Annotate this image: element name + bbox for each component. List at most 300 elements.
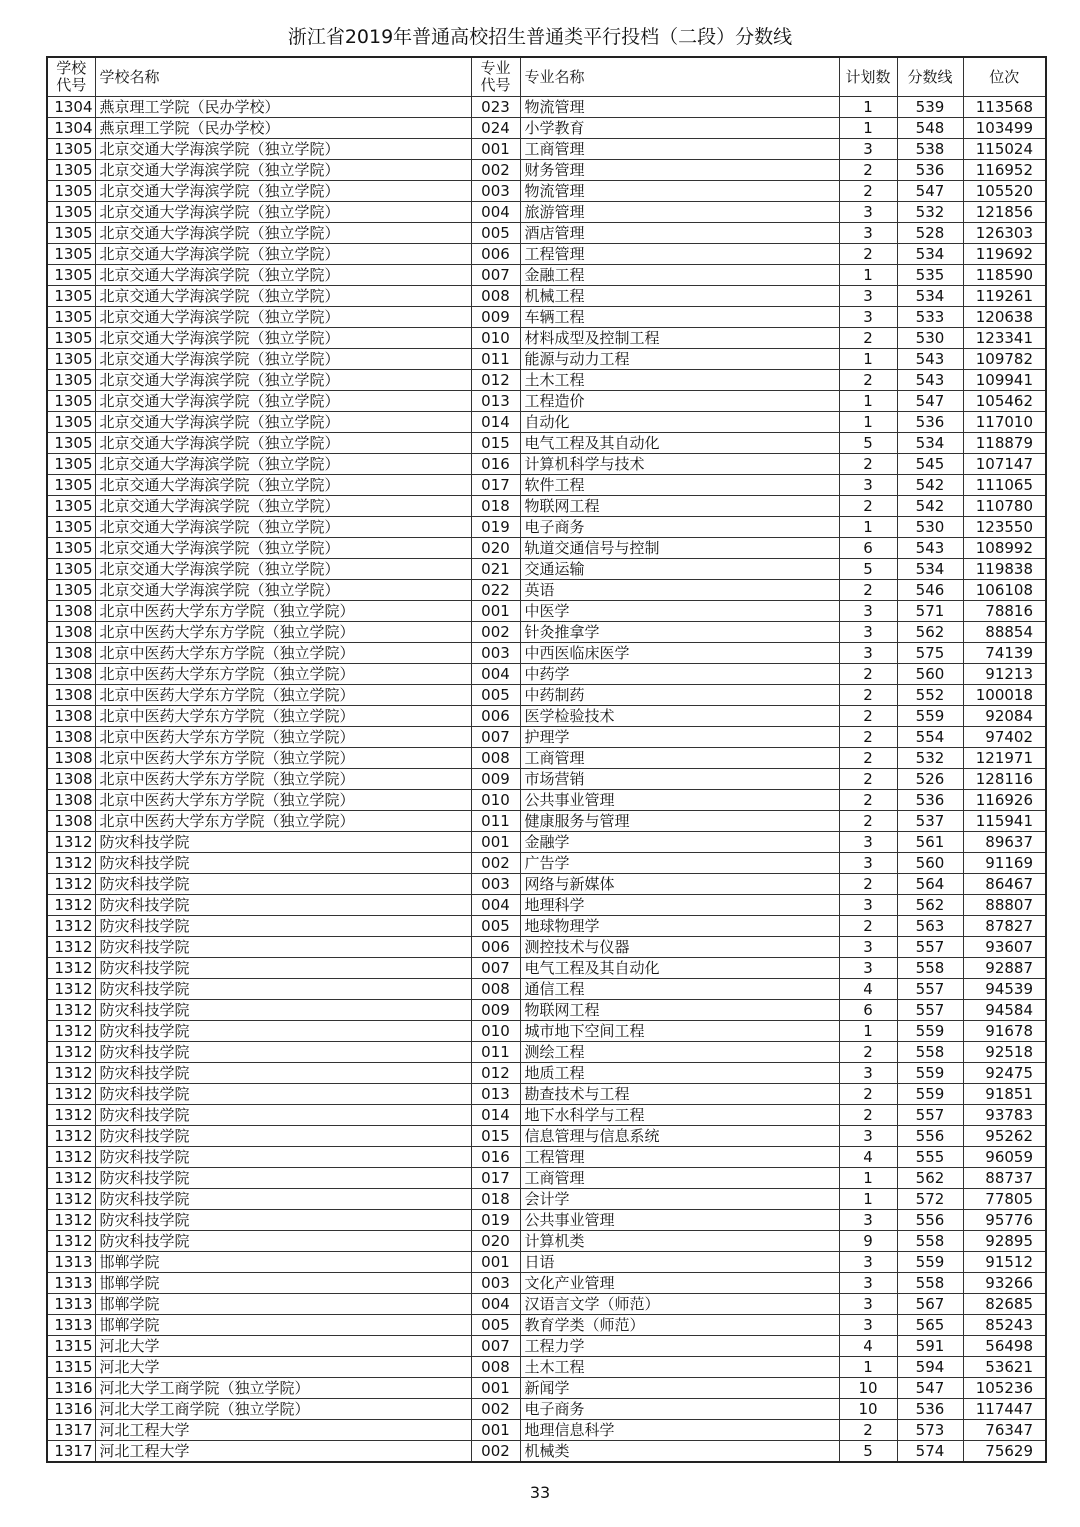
rank-cell: 88737: [963, 1168, 1046, 1189]
major-code-cell: 024: [471, 118, 520, 139]
plan-cell: 4: [839, 979, 897, 1000]
major-code-cell: 020: [471, 538, 520, 559]
school-code-cell: 1305: [47, 391, 95, 412]
major-code-cell: 008: [471, 748, 520, 769]
plan-cell: 3: [839, 202, 897, 223]
school-name-cell: 防灾科技学院: [95, 1231, 471, 1252]
rank-cell: 96059: [963, 1147, 1046, 1168]
rank-cell: 91169: [963, 853, 1046, 874]
score-cell: 534: [897, 244, 963, 265]
table-row: [47, 328, 1046, 349]
plan-cell: 3: [839, 958, 897, 979]
major-code-cell: 002: [471, 622, 520, 643]
school-code-cell: 1312: [47, 937, 95, 958]
major-name-cell: 能源与动力工程: [520, 349, 839, 370]
table-row: [47, 769, 1046, 790]
major-code-cell: 005: [471, 223, 520, 244]
major-name-cell: 英语: [520, 580, 839, 601]
school-name-cell: 防灾科技学院: [95, 1105, 471, 1126]
table-row: [47, 1042, 1046, 1063]
major-code-cell: 008: [471, 979, 520, 1000]
major-name-cell: 物流管理: [520, 97, 839, 118]
school-name-cell: 北京交通大学海滨学院（独立学院）: [95, 517, 471, 538]
major-code-cell: 004: [471, 895, 520, 916]
school-name-cell: 北京交通大学海滨学院（独立学院）: [95, 496, 471, 517]
school-name-cell: 防灾科技学院: [95, 979, 471, 1000]
major-name-cell: 轨道交通信号与控制: [520, 538, 839, 559]
school-name-cell: 河北工程大学: [95, 1420, 471, 1441]
rank-cell: 56498: [963, 1336, 1046, 1357]
table-row: [47, 1441, 1046, 1463]
rank-cell: 128116: [963, 769, 1046, 790]
plan-cell: 2: [839, 454, 897, 475]
table-row: [47, 307, 1046, 328]
table-row: [47, 622, 1046, 643]
school-name-cell: 北京交通大学海滨学院（独立学院）: [95, 307, 471, 328]
plan-cell: 2: [839, 244, 897, 265]
major-code-cell: 016: [471, 454, 520, 475]
major-name-cell: 护理学: [520, 727, 839, 748]
rank-cell: 92475: [963, 1063, 1046, 1084]
school-code-cell: 1312: [47, 1105, 95, 1126]
score-cell: 547: [897, 181, 963, 202]
plan-cell: 2: [839, 1084, 897, 1105]
school-name-cell: 北京交通大学海滨学院（独立学院）: [95, 370, 471, 391]
table-row: [47, 811, 1046, 832]
major-name-cell: 旅游管理: [520, 202, 839, 223]
rank-cell: 115024: [963, 139, 1046, 160]
page-title: 浙江省2019年普通高校招生普通类平行投档（二段）分数线: [287, 26, 793, 48]
school-name-cell: 邯郸学院: [95, 1273, 471, 1294]
score-cell: 560: [897, 853, 963, 874]
school-code-cell: 1305: [47, 538, 95, 559]
score-cell: 558: [897, 1273, 963, 1294]
rank-cell: 111065: [963, 475, 1046, 496]
rank-cell: 117010: [963, 412, 1046, 433]
school-code-cell: 1316: [47, 1378, 95, 1399]
score-cell: 567: [897, 1294, 963, 1315]
major-name-cell: 工程管理: [520, 244, 839, 265]
rank-cell: 85243: [963, 1315, 1046, 1336]
school-name-cell: 防灾科技学院: [95, 1126, 471, 1147]
score-cell: 556: [897, 1126, 963, 1147]
school-name-cell: 邯郸学院: [95, 1315, 471, 1336]
score-cell: 555: [897, 1147, 963, 1168]
school-name-cell: 北京交通大学海滨学院（独立学院）: [95, 160, 471, 181]
major-code-cell: 019: [471, 517, 520, 538]
major-name-cell: 健康服务与管理: [520, 811, 839, 832]
plan-cell: 2: [839, 790, 897, 811]
table-row: [47, 748, 1046, 769]
table-row: [47, 601, 1046, 622]
rank-cell: 75629: [963, 1441, 1046, 1463]
rank-cell: 119692: [963, 244, 1046, 265]
table-row: [47, 1084, 1046, 1105]
school-name-cell: 北京中医药大学东方学院（独立学院）: [95, 727, 471, 748]
score-cell: 532: [897, 202, 963, 223]
header-score: 分数线: [897, 57, 963, 97]
school-code-cell: 1305: [47, 139, 95, 160]
plan-cell: 2: [839, 1420, 897, 1441]
major-code-cell: 002: [471, 1441, 520, 1463]
major-name-cell: 计算机类: [520, 1231, 839, 1252]
school-code-cell: 1308: [47, 790, 95, 811]
school-code-cell: 1313: [47, 1294, 95, 1315]
table-row: [47, 412, 1046, 433]
school-name-cell: 北京交通大学海滨学院（独立学院）: [95, 475, 471, 496]
table-row: [47, 370, 1046, 391]
major-name-cell: 交通运输: [520, 559, 839, 580]
table-row: [47, 958, 1046, 979]
school-name-cell: 北京中医药大学东方学院（独立学院）: [95, 643, 471, 664]
major-name-cell: 地球物理学: [520, 916, 839, 937]
school-name-cell: 防灾科技学院: [95, 1084, 471, 1105]
score-cell: 557: [897, 1105, 963, 1126]
school-name-cell: 北京交通大学海滨学院（独立学院）: [95, 412, 471, 433]
plan-cell: 3: [839, 139, 897, 160]
major-code-cell: 005: [471, 685, 520, 706]
major-code-cell: 019: [471, 1210, 520, 1231]
score-cell: 557: [897, 937, 963, 958]
score-cell: 528: [897, 223, 963, 244]
major-name-cell: 物联网工程: [520, 1000, 839, 1021]
score-cell: 563: [897, 916, 963, 937]
plan-cell: 3: [839, 1294, 897, 1315]
plan-cell: 1: [839, 118, 897, 139]
plan-cell: 3: [839, 601, 897, 622]
school-name-cell: 防灾科技学院: [95, 1021, 471, 1042]
table-row: [47, 1420, 1046, 1441]
major-code-cell: 008: [471, 286, 520, 307]
score-cell: 546: [897, 580, 963, 601]
score-cell: 543: [897, 538, 963, 559]
table-header-row: [47, 57, 1046, 97]
table-row: [47, 1378, 1046, 1399]
major-name-cell: 测控技术与仪器: [520, 937, 839, 958]
school-code-cell: 1305: [47, 370, 95, 391]
major-code-cell: 011: [471, 349, 520, 370]
major-name-cell: 计算机科学与技术: [520, 454, 839, 475]
table-row: [47, 685, 1046, 706]
score-cell: 552: [897, 685, 963, 706]
rank-cell: 91213: [963, 664, 1046, 685]
table-row: [47, 1210, 1046, 1231]
header-rank: 位次: [963, 57, 1046, 97]
major-name-cell: 地理信息科学: [520, 1420, 839, 1441]
major-name-cell: 电气工程及其自动化: [520, 433, 839, 454]
school-code-cell: 1315: [47, 1357, 95, 1378]
rank-cell: 121971: [963, 748, 1046, 769]
plan-cell: 3: [839, 832, 897, 853]
major-name-cell: 机械工程: [520, 286, 839, 307]
school-name-cell: 北京交通大学海滨学院（独立学院）: [95, 223, 471, 244]
school-name-cell: 邯郸学院: [95, 1294, 471, 1315]
score-cell: 542: [897, 475, 963, 496]
score-cell: 535: [897, 265, 963, 286]
score-cell: 536: [897, 790, 963, 811]
plan-cell: 1: [839, 517, 897, 538]
major-code-cell: 010: [471, 790, 520, 811]
score-cell: 574: [897, 1441, 963, 1463]
major-name-cell: 小学教育: [520, 118, 839, 139]
major-code-cell: 015: [471, 1126, 520, 1147]
major-name-cell: 电子商务: [520, 517, 839, 538]
plan-cell: 3: [839, 307, 897, 328]
school-name-cell: 防灾科技学院: [95, 1000, 471, 1021]
header-plan: 计划数: [839, 57, 897, 97]
rank-cell: 118590: [963, 265, 1046, 286]
school-name-cell: 北京交通大学海滨学院（独立学院）: [95, 538, 471, 559]
plan-cell: 5: [839, 559, 897, 580]
table-row: [47, 538, 1046, 559]
school-code-cell: 1305: [47, 454, 95, 475]
rank-cell: 86467: [963, 874, 1046, 895]
major-name-cell: 车辆工程: [520, 307, 839, 328]
plan-cell: 3: [839, 937, 897, 958]
major-name-cell: 工商管理: [520, 1168, 839, 1189]
plan-cell: 2: [839, 685, 897, 706]
school-code-cell: 1308: [47, 727, 95, 748]
score-cell: 560: [897, 664, 963, 685]
table-row: [47, 559, 1046, 580]
school-name-cell: 北京中医药大学东方学院（独立学院）: [95, 790, 471, 811]
plan-cell: 1: [839, 349, 897, 370]
major-code-cell: 004: [471, 202, 520, 223]
major-code-cell: 011: [471, 1042, 520, 1063]
plan-cell: 3: [839, 1126, 897, 1147]
table-row: [47, 1252, 1046, 1273]
major-code-cell: 005: [471, 916, 520, 937]
plan-cell: 5: [839, 1441, 897, 1463]
plan-cell: 3: [839, 223, 897, 244]
table-row: [47, 1294, 1046, 1315]
table-row: [47, 1273, 1046, 1294]
school-code-cell: 1313: [47, 1315, 95, 1336]
score-cell: 548: [897, 118, 963, 139]
rank-cell: 107147: [963, 454, 1046, 475]
major-name-cell: 中医学: [520, 601, 839, 622]
score-cell: 572: [897, 1189, 963, 1210]
school-code-cell: 1312: [47, 1168, 95, 1189]
plan-cell: 3: [839, 1252, 897, 1273]
score-table: [46, 56, 1047, 1463]
table-row: [47, 1126, 1046, 1147]
major-code-cell: 009: [471, 769, 520, 790]
major-code-cell: 023: [471, 97, 520, 118]
rank-cell: 123550: [963, 517, 1046, 538]
rank-cell: 91678: [963, 1021, 1046, 1042]
school-code-cell: 1313: [47, 1252, 95, 1273]
major-name-cell: 公共事业管理: [520, 790, 839, 811]
rank-cell: 109941: [963, 370, 1046, 391]
school-code-cell: 1312: [47, 832, 95, 853]
major-name-cell: 新闻学: [520, 1378, 839, 1399]
table-row: [47, 181, 1046, 202]
plan-cell: 2: [839, 1105, 897, 1126]
major-name-cell: 中西医临床医学: [520, 643, 839, 664]
table-row: [47, 1063, 1046, 1084]
school-name-cell: 北京中医药大学东方学院（独立学院）: [95, 601, 471, 622]
rank-cell: 89637: [963, 832, 1046, 853]
school-code-cell: 1305: [47, 244, 95, 265]
school-code-cell: 1313: [47, 1273, 95, 1294]
school-code-cell: 1308: [47, 706, 95, 727]
page-number: 33: [529, 1483, 551, 1502]
school-name-cell: 北京交通大学海滨学院（独立学院）: [95, 580, 471, 601]
major-name-cell: 会计学: [520, 1189, 839, 1210]
score-cell: 547: [897, 391, 963, 412]
major-code-cell: 003: [471, 1273, 520, 1294]
header-school-name: 学校名称: [95, 57, 471, 97]
school-code-cell: 1312: [47, 979, 95, 1000]
school-code-cell: 1304: [47, 97, 95, 118]
school-code-cell: 1305: [47, 517, 95, 538]
school-code-cell: 1308: [47, 685, 95, 706]
score-cell: 538: [897, 139, 963, 160]
major-name-cell: 市场营销: [520, 769, 839, 790]
school-code-cell: 1312: [47, 1000, 95, 1021]
school-code-cell: 1305: [47, 559, 95, 580]
rank-cell: 106108: [963, 580, 1046, 601]
major-code-cell: 010: [471, 1021, 520, 1042]
major-name-cell: 教育学类（师范）: [520, 1315, 839, 1336]
rank-cell: 78816: [963, 601, 1046, 622]
school-name-cell: 防灾科技学院: [95, 853, 471, 874]
major-code-cell: 022: [471, 580, 520, 601]
table-row: [47, 517, 1046, 538]
score-cell: 575: [897, 643, 963, 664]
major-name-cell: 针灸推拿学: [520, 622, 839, 643]
score-cell: 565: [897, 1315, 963, 1336]
major-name-cell: 自动化: [520, 412, 839, 433]
table-row: [47, 1336, 1046, 1357]
school-name-cell: 北京交通大学海滨学院（独立学院）: [95, 139, 471, 160]
plan-cell: 3: [839, 622, 897, 643]
rank-cell: 91512: [963, 1252, 1046, 1273]
rank-cell: 92887: [963, 958, 1046, 979]
major-code-cell: 003: [471, 643, 520, 664]
major-code-cell: 012: [471, 1063, 520, 1084]
school-name-cell: 北京交通大学海滨学院（独立学院）: [95, 181, 471, 202]
major-code-cell: 006: [471, 706, 520, 727]
rank-cell: 118879: [963, 433, 1046, 454]
school-name-cell: 防灾科技学院: [95, 1168, 471, 1189]
score-cell: 594: [897, 1357, 963, 1378]
school-name-cell: 北京交通大学海滨学院（独立学院）: [95, 244, 471, 265]
table-row: [47, 790, 1046, 811]
school-code-cell: 1305: [47, 412, 95, 433]
table-row: [47, 475, 1046, 496]
score-cell: 536: [897, 412, 963, 433]
major-name-cell: 勘查技术与工程: [520, 1084, 839, 1105]
score-cell: 532: [897, 748, 963, 769]
school-code-cell: 1312: [47, 1042, 95, 1063]
school-code-cell: 1308: [47, 664, 95, 685]
school-code-cell: 1305: [47, 475, 95, 496]
major-name-cell: 文化产业管理: [520, 1273, 839, 1294]
school-name-cell: 河北大学: [95, 1357, 471, 1378]
school-name-cell: 防灾科技学院: [95, 1042, 471, 1063]
major-code-cell: 017: [471, 1168, 520, 1189]
rank-cell: 77805: [963, 1189, 1046, 1210]
rank-cell: 93607: [963, 937, 1046, 958]
rank-cell: 88854: [963, 622, 1046, 643]
school-code-cell: 1305: [47, 181, 95, 202]
major-name-cell: 地理科学: [520, 895, 839, 916]
major-name-cell: 金融学: [520, 832, 839, 853]
major-name-cell: 城市地下空间工程: [520, 1021, 839, 1042]
plan-cell: 3: [839, 1315, 897, 1336]
major-code-cell: 004: [471, 1294, 520, 1315]
plan-cell: 1: [839, 265, 897, 286]
score-cell: 554: [897, 727, 963, 748]
plan-cell: 3: [839, 1063, 897, 1084]
school-name-cell: 北京中医药大学东方学院（独立学院）: [95, 706, 471, 727]
table-row: [47, 895, 1046, 916]
table-row: [47, 244, 1046, 265]
rank-cell: 95262: [963, 1126, 1046, 1147]
rank-cell: 120638: [963, 307, 1046, 328]
rank-cell: 116926: [963, 790, 1046, 811]
school-name-cell: 防灾科技学院: [95, 937, 471, 958]
score-cell: 536: [897, 160, 963, 181]
rank-cell: 94584: [963, 1000, 1046, 1021]
score-cell: 562: [897, 895, 963, 916]
major-code-cell: 018: [471, 1189, 520, 1210]
school-code-cell: 1312: [47, 853, 95, 874]
plan-cell: 2: [839, 706, 897, 727]
plan-cell: 3: [839, 643, 897, 664]
table-row: [47, 349, 1046, 370]
plan-cell: 2: [839, 160, 897, 181]
score-cell: 561: [897, 832, 963, 853]
score-cell: 542: [897, 496, 963, 517]
major-name-cell: 通信工程: [520, 979, 839, 1000]
rank-cell: 116952: [963, 160, 1046, 181]
school-code-cell: 1305: [47, 223, 95, 244]
table-row: [47, 1105, 1046, 1126]
major-code-cell: 003: [471, 874, 520, 895]
major-name-cell: 公共事业管理: [520, 1210, 839, 1231]
score-cell: 534: [897, 433, 963, 454]
rank-cell: 53621: [963, 1357, 1046, 1378]
plan-cell: 2: [839, 580, 897, 601]
school-code-cell: 1308: [47, 643, 95, 664]
rank-cell: 105236: [963, 1378, 1046, 1399]
school-code-cell: 1312: [47, 1063, 95, 1084]
school-code-cell: 1312: [47, 916, 95, 937]
table-row: [47, 433, 1046, 454]
table-row: [47, 1000, 1046, 1021]
score-cell: 537: [897, 811, 963, 832]
plan-cell: 10: [839, 1378, 897, 1399]
major-name-cell: 土木工程: [520, 370, 839, 391]
school-code-cell: 1308: [47, 769, 95, 790]
school-code-cell: 1317: [47, 1441, 95, 1463]
table-row: [47, 391, 1046, 412]
school-name-cell: 防灾科技学院: [95, 1147, 471, 1168]
plan-cell: 2: [839, 1042, 897, 1063]
major-code-cell: 014: [471, 1105, 520, 1126]
major-name-cell: 日语: [520, 1252, 839, 1273]
school-code-cell: 1305: [47, 286, 95, 307]
major-code-cell: 006: [471, 244, 520, 265]
school-name-cell: 北京中医药大学东方学院（独立学院）: [95, 769, 471, 790]
table-row: [47, 1357, 1046, 1378]
plan-cell: 2: [839, 328, 897, 349]
major-code-cell: 007: [471, 1336, 520, 1357]
score-cell: 536: [897, 1399, 963, 1420]
